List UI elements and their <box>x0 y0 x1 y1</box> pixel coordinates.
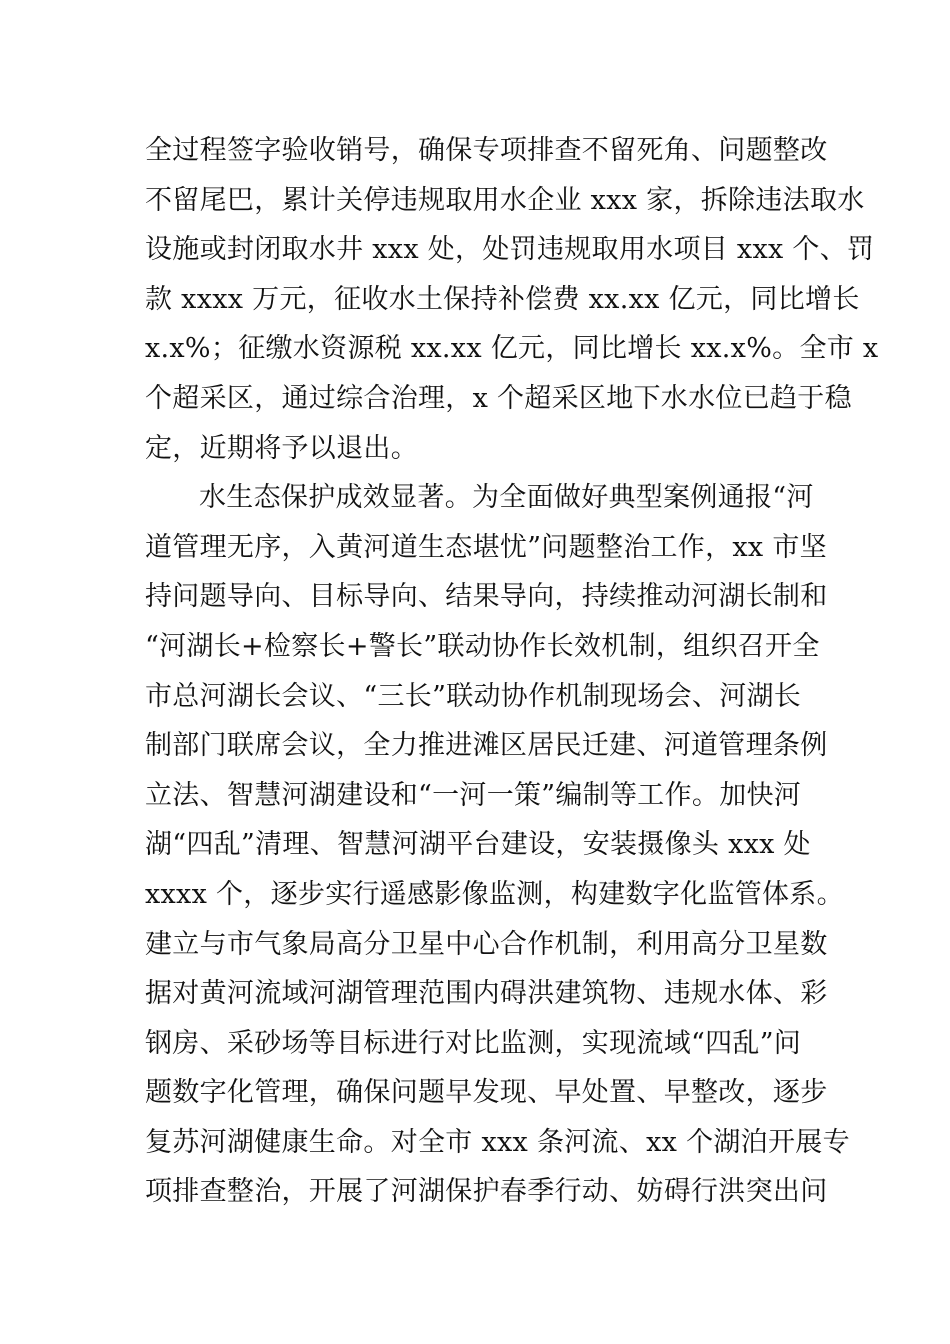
text-line: 不留尾巴，累计关停违规取用水企业 xxx 家，拆除违法取水 <box>145 184 865 216</box>
body-text <box>145 126 879 1217</box>
text-line: 持问题导向、目标导向、结果导向，持续推动河湖长制和 <box>145 581 828 613</box>
text-line: 立法、智慧河湖建设和“一河一策”编制等工作。加快河 <box>145 779 802 811</box>
text-line: 制部门联席会议，全力推进滩区居民迁建、河道管理条例 <box>145 730 828 762</box>
text-line: 钢房、采砂场等目标进行对比监测，实现流域“四乱”问 <box>145 1027 802 1059</box>
text-line: “河湖长+检察长+警长”联动协作长效机制，组织召开全 <box>145 630 820 662</box>
text-line: 道管理无序，入黄河道生态堪忧”问题整治工作，xx 市坚 <box>145 531 827 563</box>
text-line: 个超采区，通过综合治理，x 个超采区地下水水位已趋于稳 <box>145 382 852 414</box>
text-line: 设施或封闭取水井 xxx 处，处罚违规取用水项目 xxx 个、罚 <box>145 234 875 266</box>
text-line: 款 xxxx 万元，征收水土保持补偿费 xx.xx 亿元，同比增长 <box>145 283 860 315</box>
text-line: 建立与市气象局高分卫星中心合作机制，利用高分卫星数 <box>145 928 828 960</box>
text-line: 项排查整治，开展了河湖保护春季行动、妨碍行洪突出问 <box>145 1176 828 1208</box>
paragraph-start-line: 水生态保护成效显著。为全面做好典型案例通报“河 <box>199 482 814 514</box>
text-line: x.x%；征缴水资源税 xx.xx 亿元，同比增长 xx.x%。全市 x <box>145 333 879 365</box>
text-line: 复苏河湖健康生命。对全市 xxx 条河流、xx 个湖泊开展专 <box>145 1126 850 1158</box>
text-line: 据对黄河流域河湖管理范围内碍洪建筑物、违规水体、彩 <box>145 978 828 1010</box>
text-line: 题数字化管理，确保问题早发现、早处置、早整改，逐步 <box>145 1077 828 1109</box>
text-line: 全过程签字验收销号，确保专项排查不留死角、问题整改 <box>145 135 828 166</box>
text-line: 市总河湖长会议、“三长”联动协作机制现场会、河湖长 <box>145 680 802 712</box>
text-line: xxxx 个，逐步实行遥感影像监测，构建数字化监管体系。 <box>145 878 844 910</box>
text-line: 湖“四乱”清理、智慧河湖平台建设，安装摄像头 xxx 处 <box>145 829 811 861</box>
text-line: 定，近期将予以退出。 <box>145 432 418 464</box>
